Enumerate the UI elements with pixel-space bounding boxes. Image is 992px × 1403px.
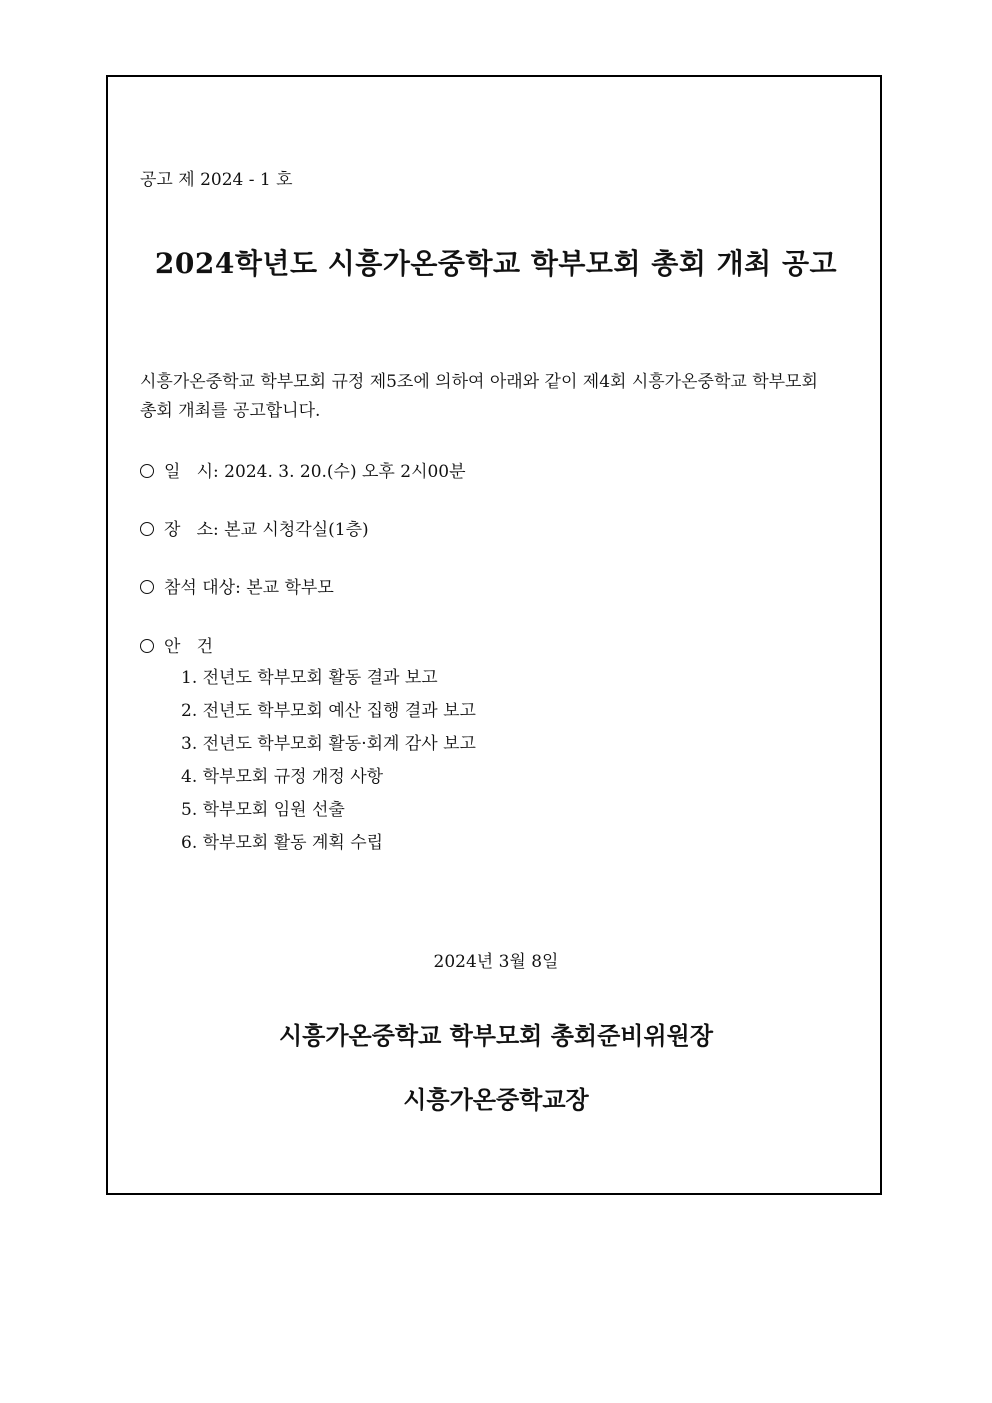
agenda-item: 4. 학부모회 규정 개정 사항 <box>181 767 384 787</box>
detail-agenda-label <box>140 632 213 657</box>
detail-attendees <box>140 573 334 598</box>
principal-signatory: 시흥가온중학교장 <box>403 1085 589 1114</box>
intro-paragraph <box>140 368 878 426</box>
circle-bullet-icon <box>140 580 154 594</box>
attendees-text: 참석 대상: 본교 학부모 <box>164 578 334 598</box>
datetime-text: 일 시: 2024. 3. 20.(수) 오후 2시00분 <box>164 462 466 482</box>
agenda-item: 2. 전년도 학부모회 예산 집행 결과 보고 <box>181 701 476 721</box>
agenda-label-text: 안 건 <box>164 637 214 657</box>
intro-line-2: 총회 개최를 공고합니다. <box>140 401 321 421</box>
agenda-item: 3. 전년도 학부모회 활동·회계 감사 보고 <box>181 734 476 754</box>
agenda-item: 6. 학부모회 활동 계획 수립 <box>181 833 384 853</box>
circle-bullet-icon <box>140 639 154 653</box>
place-text: 장 소: 본교 시청각실(1층) <box>164 520 369 540</box>
circle-bullet-icon <box>140 522 154 536</box>
page-title: 2024학년도 시흥가온중학교 학부모회 총회 개최 공고 <box>154 247 838 280</box>
committee-signatory: 시흥가온중학교 학부모회 총회준비위원장 <box>278 1021 714 1050</box>
notice-date: 2024년 3월 8일 <box>433 952 559 972</box>
agenda-item: 1. 전년도 학부모회 활동 결과 보고 <box>181 668 438 688</box>
detail-place <box>140 515 369 540</box>
agenda-list <box>181 662 476 860</box>
circle-bullet-icon <box>140 464 154 478</box>
agenda-item: 5. 학부모회 임원 선출 <box>181 800 345 820</box>
detail-datetime <box>140 457 466 482</box>
intro-line-1: 시흥가온중학교 학부모회 규정 제5조에 의하여 아래와 같이 제4회 시흥가온중학교 학부모회 <box>140 372 818 392</box>
notice-number: 공고 제 2024 - 1 호 <box>140 170 293 190</box>
